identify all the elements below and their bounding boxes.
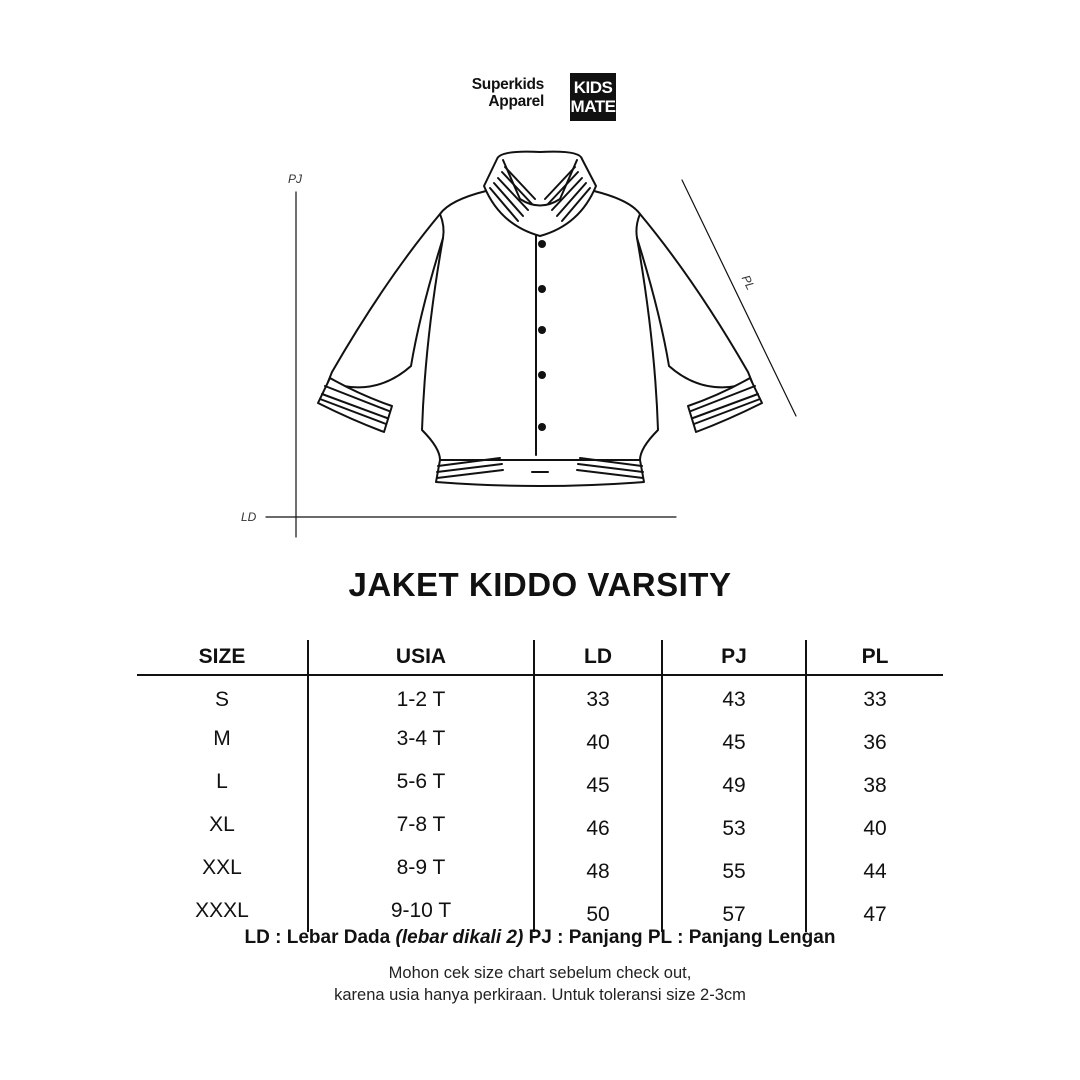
table-row — [137, 803, 943, 846]
table-row — [137, 760, 943, 803]
logo-line-1: KIDS — [573, 78, 613, 97]
note-line-1: Mohon cek size chart sebelum check out, — [388, 964, 692, 982]
ld-label: LD — [241, 510, 257, 524]
cell-ld: 33 — [534, 675, 662, 717]
snap-button — [538, 371, 546, 379]
snap-button — [538, 240, 546, 248]
cell-pl: 44 — [806, 846, 943, 889]
cell-usia: 5-6 T — [308, 760, 534, 803]
header-ld: LD — [534, 640, 662, 675]
cell-usia: 8-9 T — [308, 846, 534, 889]
cell-usia: 7-8 T — [308, 803, 534, 846]
pl-label: PL — [738, 272, 758, 293]
cell-size: XXL — [202, 855, 242, 879]
table-header-row — [137, 640, 943, 675]
cell-pj: 55 — [662, 846, 806, 889]
cell-size: XL — [209, 812, 235, 836]
right-sleeve — [594, 191, 752, 387]
snap-buttons — [538, 240, 546, 431]
logo-line-2: MATE — [570, 97, 616, 116]
table-row — [137, 846, 943, 889]
cell-ld: 48 — [534, 846, 662, 889]
header-pl: PL — [806, 640, 943, 675]
header-pj: PJ — [662, 640, 806, 675]
table-row — [137, 675, 943, 717]
cell-pj: 53 — [662, 803, 806, 846]
legend-ld-note: (lebar dikali 2) — [395, 927, 524, 948]
snap-button — [538, 285, 546, 293]
cell-ld: 46 — [534, 803, 662, 846]
cell-pl: 36 — [806, 717, 943, 760]
right-cuff — [688, 378, 762, 432]
cell-pl: 47 — [806, 889, 943, 932]
product-title: JAKET KIDDO VARSITY — [348, 566, 732, 603]
header-size: SIZE — [137, 640, 308, 675]
brand-line-2: Apparel — [488, 93, 544, 110]
cell-size: XXXL — [195, 898, 249, 922]
cell-ld: 40 — [534, 717, 662, 760]
cell-usia: 3-4 T — [308, 717, 534, 760]
cell-pj: 49 — [662, 760, 806, 803]
brand-line-1: Superkids — [471, 76, 544, 93]
size-note — [0, 962, 1080, 1006]
pj-label: PJ — [288, 172, 303, 186]
left-cuff — [318, 378, 392, 432]
legend-ld: LD : Lebar Dada — [244, 927, 391, 948]
cell-usia: 1-2 T — [308, 675, 534, 717]
snap-button — [538, 326, 546, 334]
legend-pj-pl: PJ : Panjang PL : Panjang Lengan — [528, 927, 836, 948]
cell-pj: 45 — [662, 717, 806, 760]
cell-usia: 9-10 T — [308, 889, 534, 932]
table-row — [137, 889, 943, 932]
cell-pl: 38 — [806, 760, 943, 803]
measurement-legend — [0, 927, 1080, 949]
table-row — [137, 717, 943, 760]
cell-pl: 33 — [806, 675, 943, 717]
cell-pj: 43 — [662, 675, 806, 717]
cell-ld: 50 — [534, 889, 662, 932]
cell-ld: 45 — [534, 760, 662, 803]
snap-button — [538, 423, 546, 431]
cell-size: S — [214, 687, 229, 711]
note-line-2: karena usia hanya perkiraan. Untuk toleransi size 2-3cm — [334, 986, 746, 1004]
pl-measure-line — [682, 180, 796, 416]
cell-size: M — [213, 726, 231, 750]
header-usia: USIA — [308, 640, 534, 675]
cell-size: L — [216, 769, 228, 793]
size-chart-table — [137, 640, 943, 932]
left-sleeve — [328, 191, 486, 387]
cell-pj: 57 — [662, 889, 806, 932]
cell-pl: 40 — [806, 803, 943, 846]
collar-outer — [484, 152, 596, 236]
